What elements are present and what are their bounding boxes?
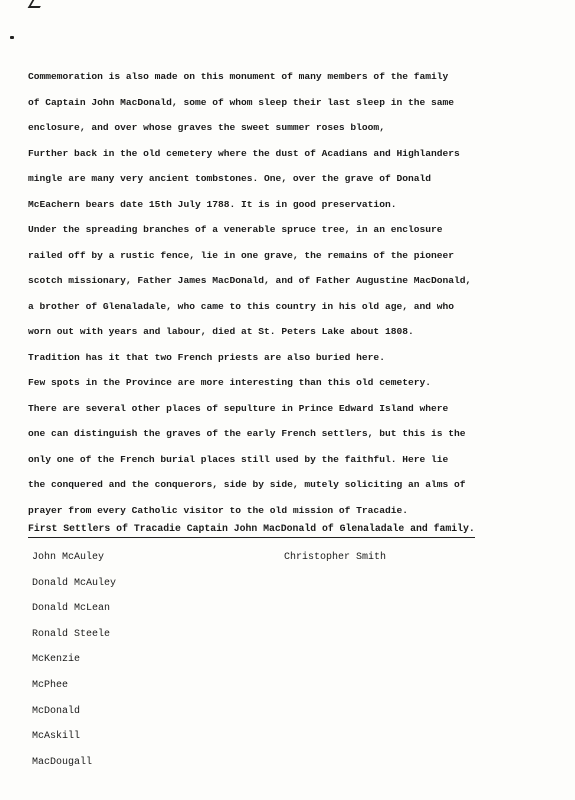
text-line: mingle are many very ancient tombstones. One, over the grave of Donald bbox=[28, 173, 432, 184]
settler-name: John McAuley bbox=[32, 552, 105, 563]
settlers-heading: First Settlers of Tracadie Captain John MacDonald of Glenaladale and family. bbox=[28, 522, 475, 538]
settler-name: McDonald bbox=[32, 705, 81, 717]
settler-name: Ronald Steele bbox=[32, 628, 111, 640]
body-paragraphs bbox=[28, 64, 553, 523]
settler-name: MacDougall bbox=[32, 756, 93, 768]
settler-name: Donald McAuley bbox=[32, 577, 117, 589]
settlers-list-left bbox=[32, 548, 116, 778]
settler-name-right: Christopher Smith bbox=[284, 552, 387, 563]
text-line: scotch missionary, Father James MacDonald, and of Father Augustine MacDonald, bbox=[28, 275, 472, 286]
text-line: There are several other places of sepulture in Prince Edward Island where bbox=[28, 402, 449, 414]
text-line: Few spots in the Province are more interesting than this old cemetery. bbox=[28, 377, 432, 388]
text-line: railed off by a rustic fence, lie in one grave, the remains of the pioneer bbox=[28, 249, 455, 261]
text-line: a brother of Glenaladale, who came to this country in his old age, and who bbox=[28, 300, 455, 312]
settler-name: McPhee bbox=[32, 679, 69, 691]
text-line: enclosure, and over whose graves the sweet summer roses bloom, bbox=[28, 122, 385, 133]
text-line: McEachern bears date 15th July 1788. It is in good preservation. bbox=[28, 198, 397, 210]
text-line: Further back in the old cemetery where the dust of Acadians and Highlanders bbox=[28, 147, 460, 159]
settler-name: McKenzie bbox=[32, 654, 81, 666]
settler-name: McAskill bbox=[32, 731, 81, 743]
text-line: of Captain John MacDonald, some of whom sleep their last sleep in the same bbox=[28, 96, 455, 108]
text-line: only one of the French burial places still used by the faithful. Here lie bbox=[28, 453, 449, 465]
text-line: the conquered and the conquerors, side by side, mutely soliciting an alms of bbox=[28, 479, 466, 490]
text-line: Commemoration is also made on this monument of many members of the family bbox=[28, 71, 449, 82]
text-line: prayer from every Catholic visitor to the old mission of Tracadie. bbox=[28, 504, 408, 516]
settler-name: Donald McLean bbox=[32, 603, 111, 615]
text-line: worn out with years and labour, died at St. Peters Lake about 1808. bbox=[28, 326, 414, 337]
text-line: one can distinguish the graves of the early French settlers, but this is the bbox=[28, 428, 466, 439]
text-line: Tradition has it that two French priests are also buried here. bbox=[28, 351, 385, 363]
margin-dot-mark bbox=[10, 36, 14, 39]
corner-tick-mark bbox=[28, 0, 45, 8]
text-line: Under the spreading branches of a venerable spruce tree, in an enclosure bbox=[28, 224, 443, 235]
